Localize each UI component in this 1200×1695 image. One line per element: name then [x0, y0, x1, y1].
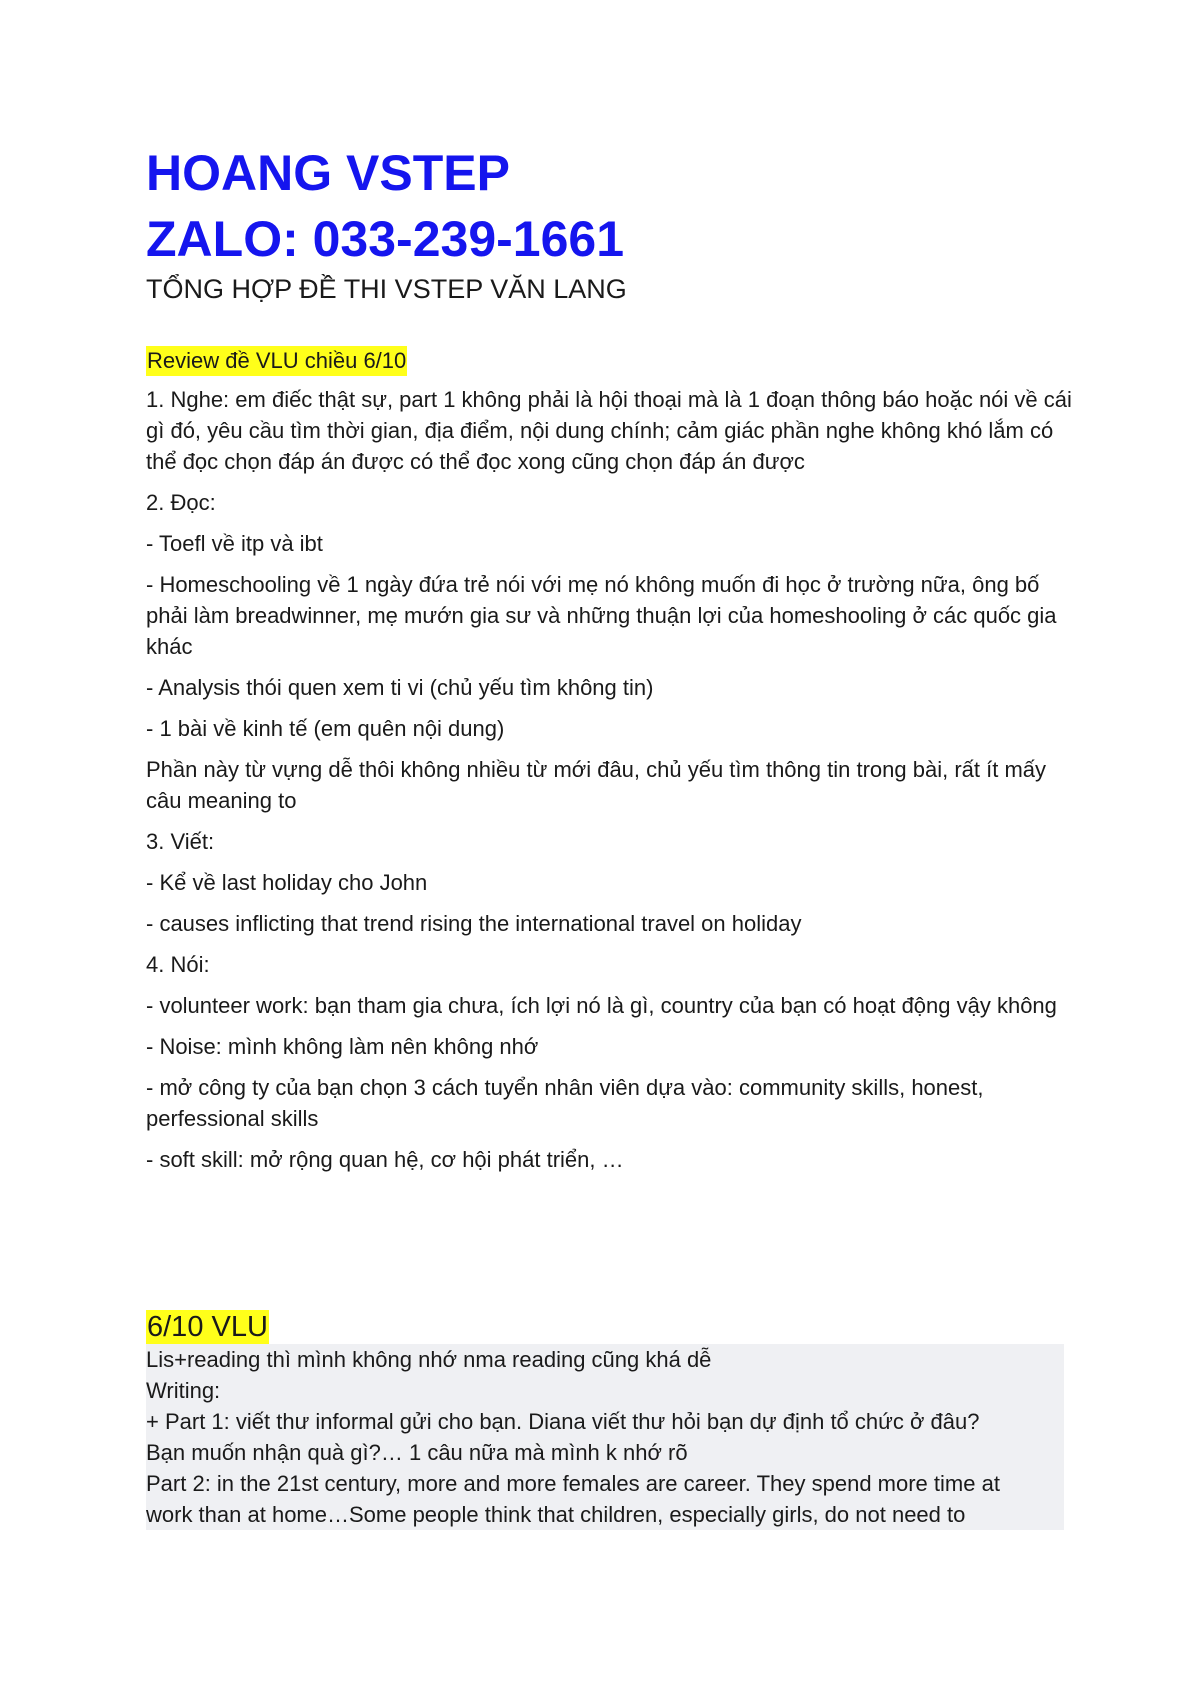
paragraph: - Toefl về itp và ibt — [146, 531, 323, 556]
paragraph: - Noise: mình không làm nên không nhớ — [146, 1034, 539, 1059]
shaded-line: work than at home…Some people think that children, especially girls, do not need to — [146, 1502, 966, 1527]
paragraph: - Analysis thói quen xem ti vi (chủ yếu tìm không tin) — [146, 675, 654, 700]
paragraph: - mở công ty của bạn chọn 3 cách tuyển nhân viên dựa vào: community skills, honest, perfessional skills — [146, 1075, 984, 1131]
paragraph: 3. Viết: — [146, 829, 215, 854]
paragraph: 2. Đọc: — [146, 490, 216, 515]
paragraph: - soft skill: mở rộng quan hệ, cơ hội phát triển, … — [146, 1147, 624, 1172]
document-subtitle: TỔNG HỢP ĐỀ THI VSTEP VĂN LANG — [146, 274, 627, 304]
paragraph: - causes inflicting that trend rising the international travel on holiday — [146, 911, 802, 936]
shaded-line: Part 2: in the 21st century, more and more females are career. They spend more time at — [146, 1471, 1000, 1496]
paragraph: 1. Nghe: em điếc thật sự, part 1 không phải là hội thoại mà là 1 đoạn thông báo hoặc nói về cái gì đó, yêu cầu tìm thời gian, địa điểm, nội dung chính; cảm giác phần nghe không khó lắm có thể đọc chọn đáp án được có thể đọc xong cũng chọn đáp án được — [146, 387, 1072, 474]
review-section-title: Review đề VLU chiều 6/10 — [146, 346, 407, 376]
paragraph: Phần này từ vựng dễ thôi không nhiều từ mới đâu, chủ yếu tìm thông tin trong bài, rất ít mấy câu meaning to — [146, 757, 1047, 813]
paragraph: 4. Nói: — [146, 952, 210, 977]
contact-zalo: ZALO: 033-239-1661 — [146, 211, 625, 267]
vlu-section — [146, 1310, 1066, 1530]
paragraph: - 1 bài về kinh tế (em quên nội dung) — [146, 716, 505, 741]
shaded-line: + Part 1: viết thư informal gửi cho bạn. Diana viết thư hỏi bạn dự định tổ chức ở đâu? — [146, 1409, 980, 1434]
paragraph: - Kể về last holiday cho John — [146, 870, 428, 895]
shaded-line: Bạn muốn nhận quà gì?… 1 câu nữa mà mình k nhớ rõ — [146, 1440, 688, 1465]
shaded-block — [146, 1344, 1064, 1530]
review-section — [146, 346, 1076, 1175]
shaded-line: Lis+reading thì mình không nhớ nma reading cũng khá dễ — [146, 1347, 712, 1372]
paragraph: - volunteer work: bạn tham gia chưa, ích lợi nó là gì, country của bạn có hoạt động vậy không — [146, 993, 1057, 1018]
paragraph: - Homeschooling về 1 ngày đứa trẻ nói với mẹ nó không muốn đi học ở trường nữa, ông bố phải làm breadwinner, mẹ mướn gia sư và những thuận lợi của homeshooling ở các quốc gia khác — [146, 572, 1057, 659]
shaded-line: Writing: — [146, 1378, 221, 1403]
vlu-section-title: 6/10 VLU — [147, 1311, 268, 1343]
brand-name: HOANG VSTEP — [146, 145, 510, 201]
